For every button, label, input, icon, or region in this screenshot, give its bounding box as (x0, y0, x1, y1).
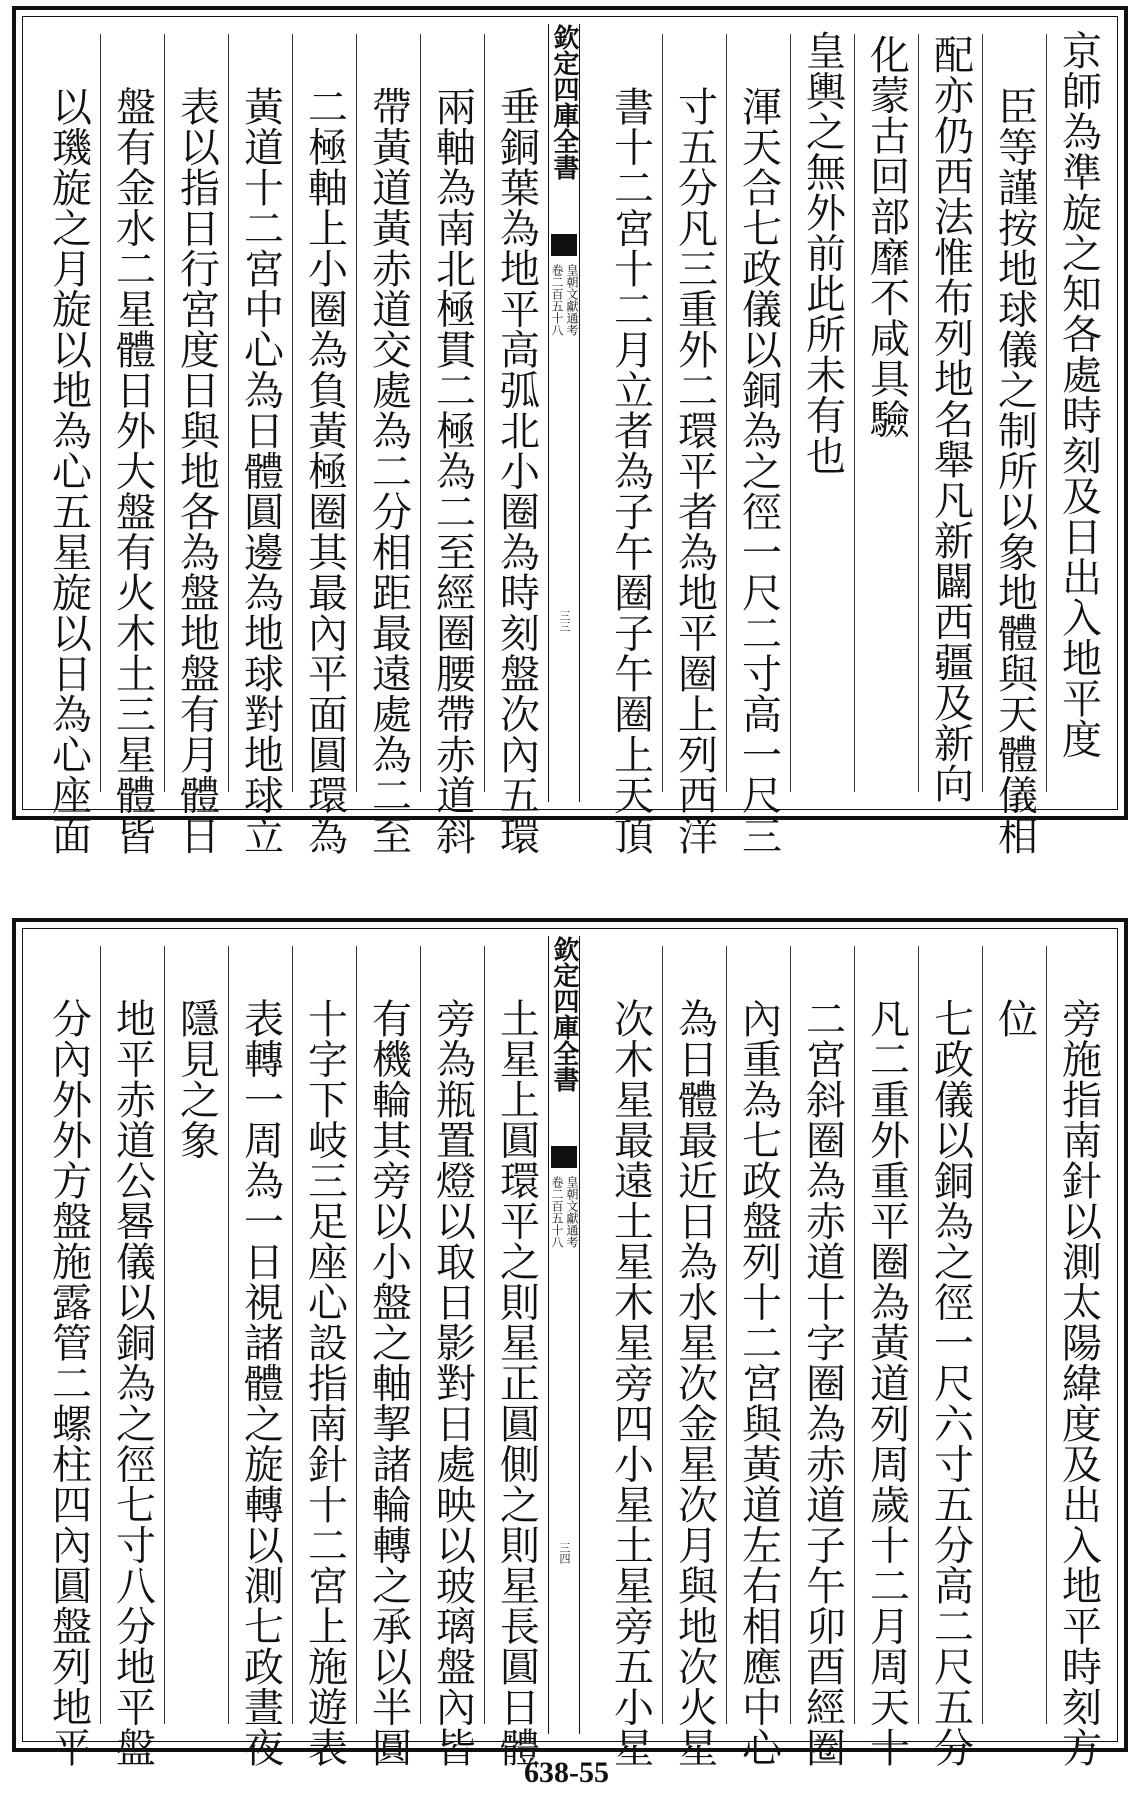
text-column: 十字下岐三足座心設指南針十二宮上施遊表 (292, 946, 356, 1724)
folio-number: 三三 (558, 610, 571, 632)
fish-tail-mark (551, 234, 577, 256)
text-column: 表轉一周為一日視諸體之旋轉以測七政晝夜 (228, 946, 292, 1724)
gutter-title: 欽定四庫全書 (549, 24, 579, 180)
gutter-subtitle: 皇朝文獻通考 卷二百五十八 (550, 264, 579, 336)
text-column: 盤有金水二星體日外大盤有火木土三星體皆 (100, 34, 164, 792)
text-column: 皇輿之無外前此所未有也 (790, 34, 854, 792)
text-column: 旁為瓶置燈以取日影對日處映以玻璃盤內皆 (420, 946, 484, 1724)
text-column: 地平赤道公晷儀以銅為之徑七寸八分地平盤 (100, 946, 164, 1724)
text-column: 七政儀以銅為之徑一尺六寸五分高二尺五分 (918, 946, 982, 1724)
leaf-lower (12, 918, 1128, 1768)
text-column: 垂銅葉為地平高弧北小圈為時刻盤次內五環 (484, 34, 548, 792)
folio-number: 三四 (558, 1542, 571, 1564)
text-column: 書十二宮十二月立者為子午圈子午圈上天頂 (607, 86, 654, 856)
text-column: 位 (982, 946, 1046, 1724)
text-column: 表以指日行宮度日與地各為盤地盤有月體日 (164, 34, 228, 792)
text-column: 黃道十二宮中心為日體圓邊為地球對地球立 (228, 34, 292, 792)
text-column: 京師為準旋之知各處時刻及日出入地平度 (1046, 34, 1110, 792)
text-column: 次木星最遠土星木星旁四小星土星旁五小星 (607, 998, 654, 1768)
text-column: 寸五分凡三重外二環平者為地平圈上列西洋 (662, 34, 726, 792)
fish-tail-mark (551, 1146, 577, 1168)
gutter-subtitle: 皇朝文獻通考 卷二百五十八 (550, 1176, 579, 1248)
text-column: 二宮斜圈為赤道十字圈為赤道子午卯酉經圈 (790, 946, 854, 1724)
text-column: 有機輪其旁以小盤之軸挈諸輪轉之承以半圓 (356, 946, 420, 1724)
text-column: 配亦仍西法惟布列地名舉凡新闢西疆及新向 (918, 34, 982, 792)
left-half (30, 936, 548, 1768)
center-gutter (548, 24, 580, 802)
leaf-upper (12, 6, 1128, 856)
text-column: 凡二重外重平圈為黃道列周歲十二月周天十 (854, 946, 918, 1724)
text-column: 分內外外方盤施露管二螺柱四內圓盤列地平 (45, 998, 92, 1768)
text-column: 二極軸上小圈為負黃極圈其最內平面圓環為 (292, 34, 356, 792)
page-number: 638-55 (524, 1756, 609, 1789)
text-column: 帶黃道黃赤道交處為二分相距最遠處為二至 (356, 34, 420, 792)
text-column: 以璣旋之月旋以地為心五星旋以日為心座面 (45, 86, 92, 856)
right-half (578, 24, 1110, 856)
text-column: 隱見之象 (164, 946, 228, 1724)
right-half (578, 936, 1110, 1768)
text-column: 臣等謹按地球儀之制所以象地體與天體儀相 (982, 34, 1046, 792)
left-half (30, 24, 548, 856)
text-column: 為日體最近日為水星次金星次月與地次火星 (662, 946, 726, 1724)
text-column: 渾天合七政儀以銅為之徑一尺二寸高一尺三 (726, 34, 790, 792)
text-column: 內重為七政盤列十二宮與黃道左右相應中心 (726, 946, 790, 1724)
text-column: 化蒙古回部靡不咸具驗 (854, 34, 918, 792)
text-column: 土星上圓環平之則星正圓側之則星長圓日體 (484, 946, 548, 1724)
text-column: 旁施指南針以測太陽緯度及出入地平時刻方 (1046, 946, 1110, 1724)
gutter-title: 欽定四庫全書 (549, 936, 579, 1092)
center-gutter (548, 936, 580, 1734)
text-column: 兩軸為南北極貫二極為二至經圈腰帶赤道斜 (420, 34, 484, 792)
